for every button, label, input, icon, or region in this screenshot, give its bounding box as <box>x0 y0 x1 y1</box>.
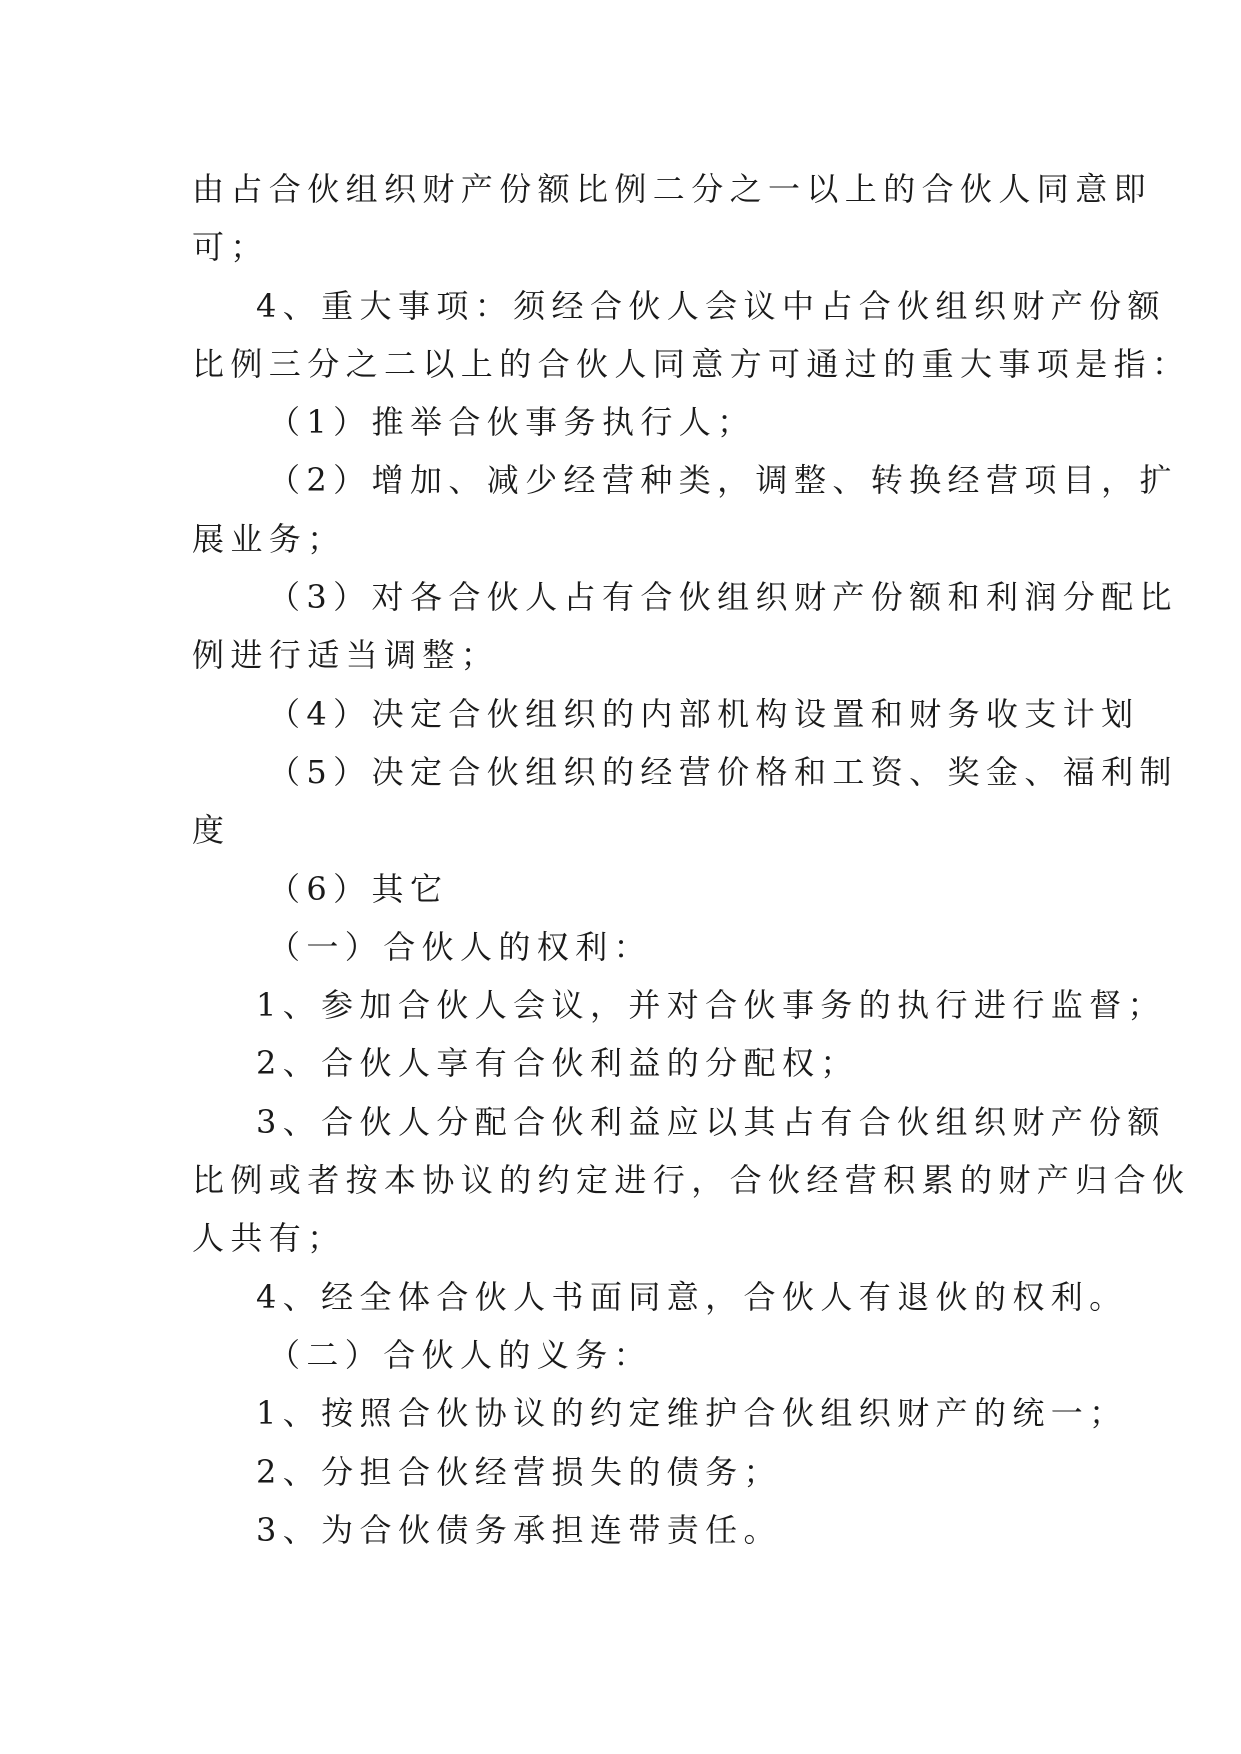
text-line: 展业务； <box>192 519 346 558</box>
text-line: （1）推举合伙事务执行人； <box>268 403 756 442</box>
text-line: 3、合伙人分配合伙利益应以其占有合伙组织财产份额 <box>256 1102 1166 1141</box>
text-line: 2、分担合伙经营损失的债务； <box>256 1452 782 1491</box>
text-line: 比例三分之二以上的合伙人同意方可通过的重大事项是指： <box>192 344 1191 383</box>
text-line: 度 <box>192 811 231 850</box>
text-line: （5）决定合伙组织的经营价格和工资、奖金、福利制 <box>268 752 1178 791</box>
text-line: （一）合伙人的权利： <box>268 927 653 966</box>
text-line: 可； <box>192 228 269 267</box>
text-line: 4、经全体合伙人书面同意，合伙人有退伙的权利。 <box>256 1277 1128 1316</box>
text-line: 4、重大事项：须经合伙人会议中占合伙组织财产份额 <box>256 286 1166 325</box>
text-line: 由占合伙组织财产份额比例二分之一以上的合伙人同意即 <box>192 170 1153 208</box>
text-line: （3）对各合伙人占有合伙组织财产份额和利润分配比 <box>268 578 1178 617</box>
text-line: 比例或者按本协议的约定进行，合伙经营积累的财产归合伙 <box>192 1161 1191 1200</box>
text-line: 1、按照合伙协议的约定维护合伙组织财产的统一； <box>256 1394 1128 1433</box>
text-line: （二）合伙人的义务： <box>268 1335 653 1374</box>
text-line: 人共有； <box>192 1219 346 1258</box>
text-line: 1、参加合伙人会议，并对合伙事务的执行进行监督； <box>256 986 1166 1025</box>
text-line: 2、合伙人享有合伙利益的分配权； <box>256 1044 859 1083</box>
text-line: 例进行适当调整； <box>192 636 500 675</box>
text-line: （4）决定合伙组织的内部机构设置和财务收支计划 <box>268 694 1140 733</box>
document-body <box>192 160 1191 1559</box>
text-line: （6）其它 <box>268 869 449 908</box>
text-line: 3、为合伙债务承担连带责任。 <box>256 1510 782 1549</box>
text-line: （2）增加、减少经营种类，调整、转换经营项目，扩 <box>268 461 1178 500</box>
